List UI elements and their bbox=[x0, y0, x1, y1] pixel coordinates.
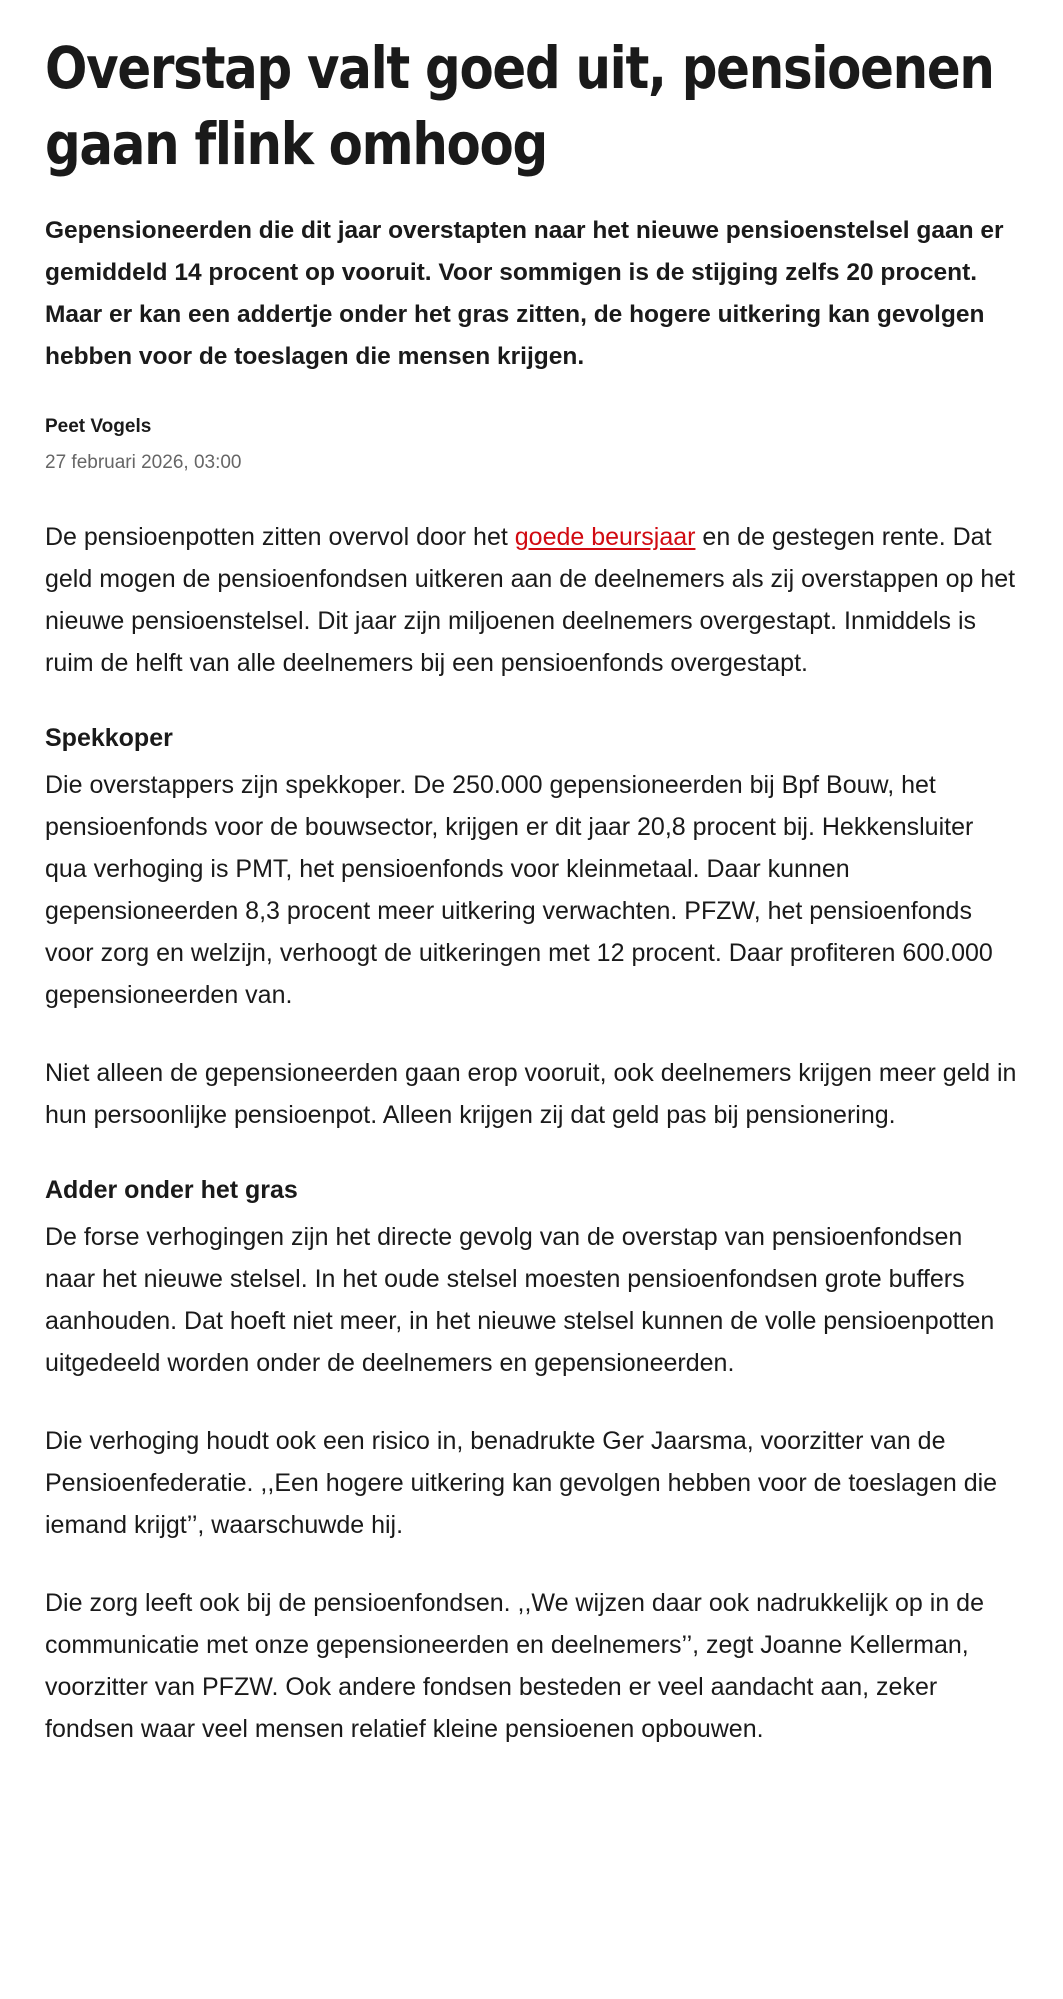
article-title: Overstap valt goed uit, pensioenen gaan flink omhoog bbox=[45, 34, 994, 178]
publish-date: 27 februari 2026, 03:00 bbox=[45, 452, 242, 473]
section-heading-spekkoper: Spekkoper bbox=[45, 724, 173, 752]
paragraph-text: De pensioenpotten zitten overvol door het bbox=[45, 523, 515, 551]
paragraph-text: en de gestegen rente. Dat geld mogen de pensioenfondsen uitkeren aan de deelnemers als zij overstappen op het nieuwe pensioenstelsel. Dit jaar zijn miljoenen deelnemers overgestapt. Inmiddels is ruim de helft van alle deelnemers bij een pensioenfonds overgestapt. bbox=[45, 523, 1016, 677]
paragraph: Niet alleen de gepensioneerden gaan erop vooruit, ook deelnemers krijgen meer geld in hun persoonlijke pensioenpot. Alleen krijgen zij dat geld pas bij pensionering. bbox=[45, 1059, 1017, 1129]
section-heading-adder-onder-het-gras: Adder onder het gras bbox=[45, 1176, 298, 1204]
paragraph: Die zorg leeft ook bij de pensioenfondsen. ,,We wijzen daar ook nadrukkelijk op in de communicatie met onze gepensioneerden en deelnemers’’, zegt Joanne Kellerman, voorzitter van PFZW. Ook andere fondsen besteden er veel aandacht aan, zeker fondsen waar veel mensen relatief kleine pensioenen opbouwen. bbox=[45, 1589, 984, 1743]
paragraph bbox=[45, 516, 1018, 684]
paragraph: De forse verhogingen zijn het directe gevolg van de overstap van pensioenfondsen naar het nieuwe stelsel. In het oude stelsel moesten pensioenfondsen grote buffers aanhouden. Dat hoeft niet meer, in het nieuwe stelsel kunnen de volle pensioenpotten uitgedeeld worden onder de deelnemers en gepensioneerden. bbox=[45, 1223, 995, 1377]
paragraph: Die overstappers zijn spekkoper. De 250.000 gepensioneerden bij Bpf Bouw, het pensioenfonds voor de bouwsector, krijgen er dit jaar 20,8 procent bij. Hekkensluiter qua verhoging is PMT, het pensioenfonds voor kleinmetaal. Daar kunnen gepensioneerden 8,3 procent meer uitkering verwachten. PFZW, het pensioenfonds voor zorg en welzijn, verhoogt de uitkeringen met 12 procent. Daar profiteren 600.000 gepensioneerden van. bbox=[45, 771, 993, 1009]
article-intro: Gepensioneerden die dit jaar overstapten naar het nieuwe pensioenstelsel gaan er gemiddeld 14 procent op vooruit. Voor sommigen is de stijging zelfs 20 procent. Maar er kan een addertje onder het gras zitten, de hogere uitkering kan gevolgen hebben voor de toeslagen die mensen krijgen. bbox=[45, 217, 1004, 370]
byline bbox=[45, 414, 1018, 476]
paragraph: Die verhoging houdt ook een risico in, benadrukte Ger Jaarsma, voorzitter van de Pensioenfederatie. ,,Een hogere uitkering kan gevolgen hebben voor de toeslagen die iemand krijgt’’, waarschuwde hij. bbox=[45, 1427, 998, 1539]
author-name: Peet Vogels bbox=[45, 416, 152, 437]
article-body bbox=[45, 516, 1018, 1750]
goede-beursjaar-link[interactable]: goede beursjaar bbox=[514, 523, 696, 551]
